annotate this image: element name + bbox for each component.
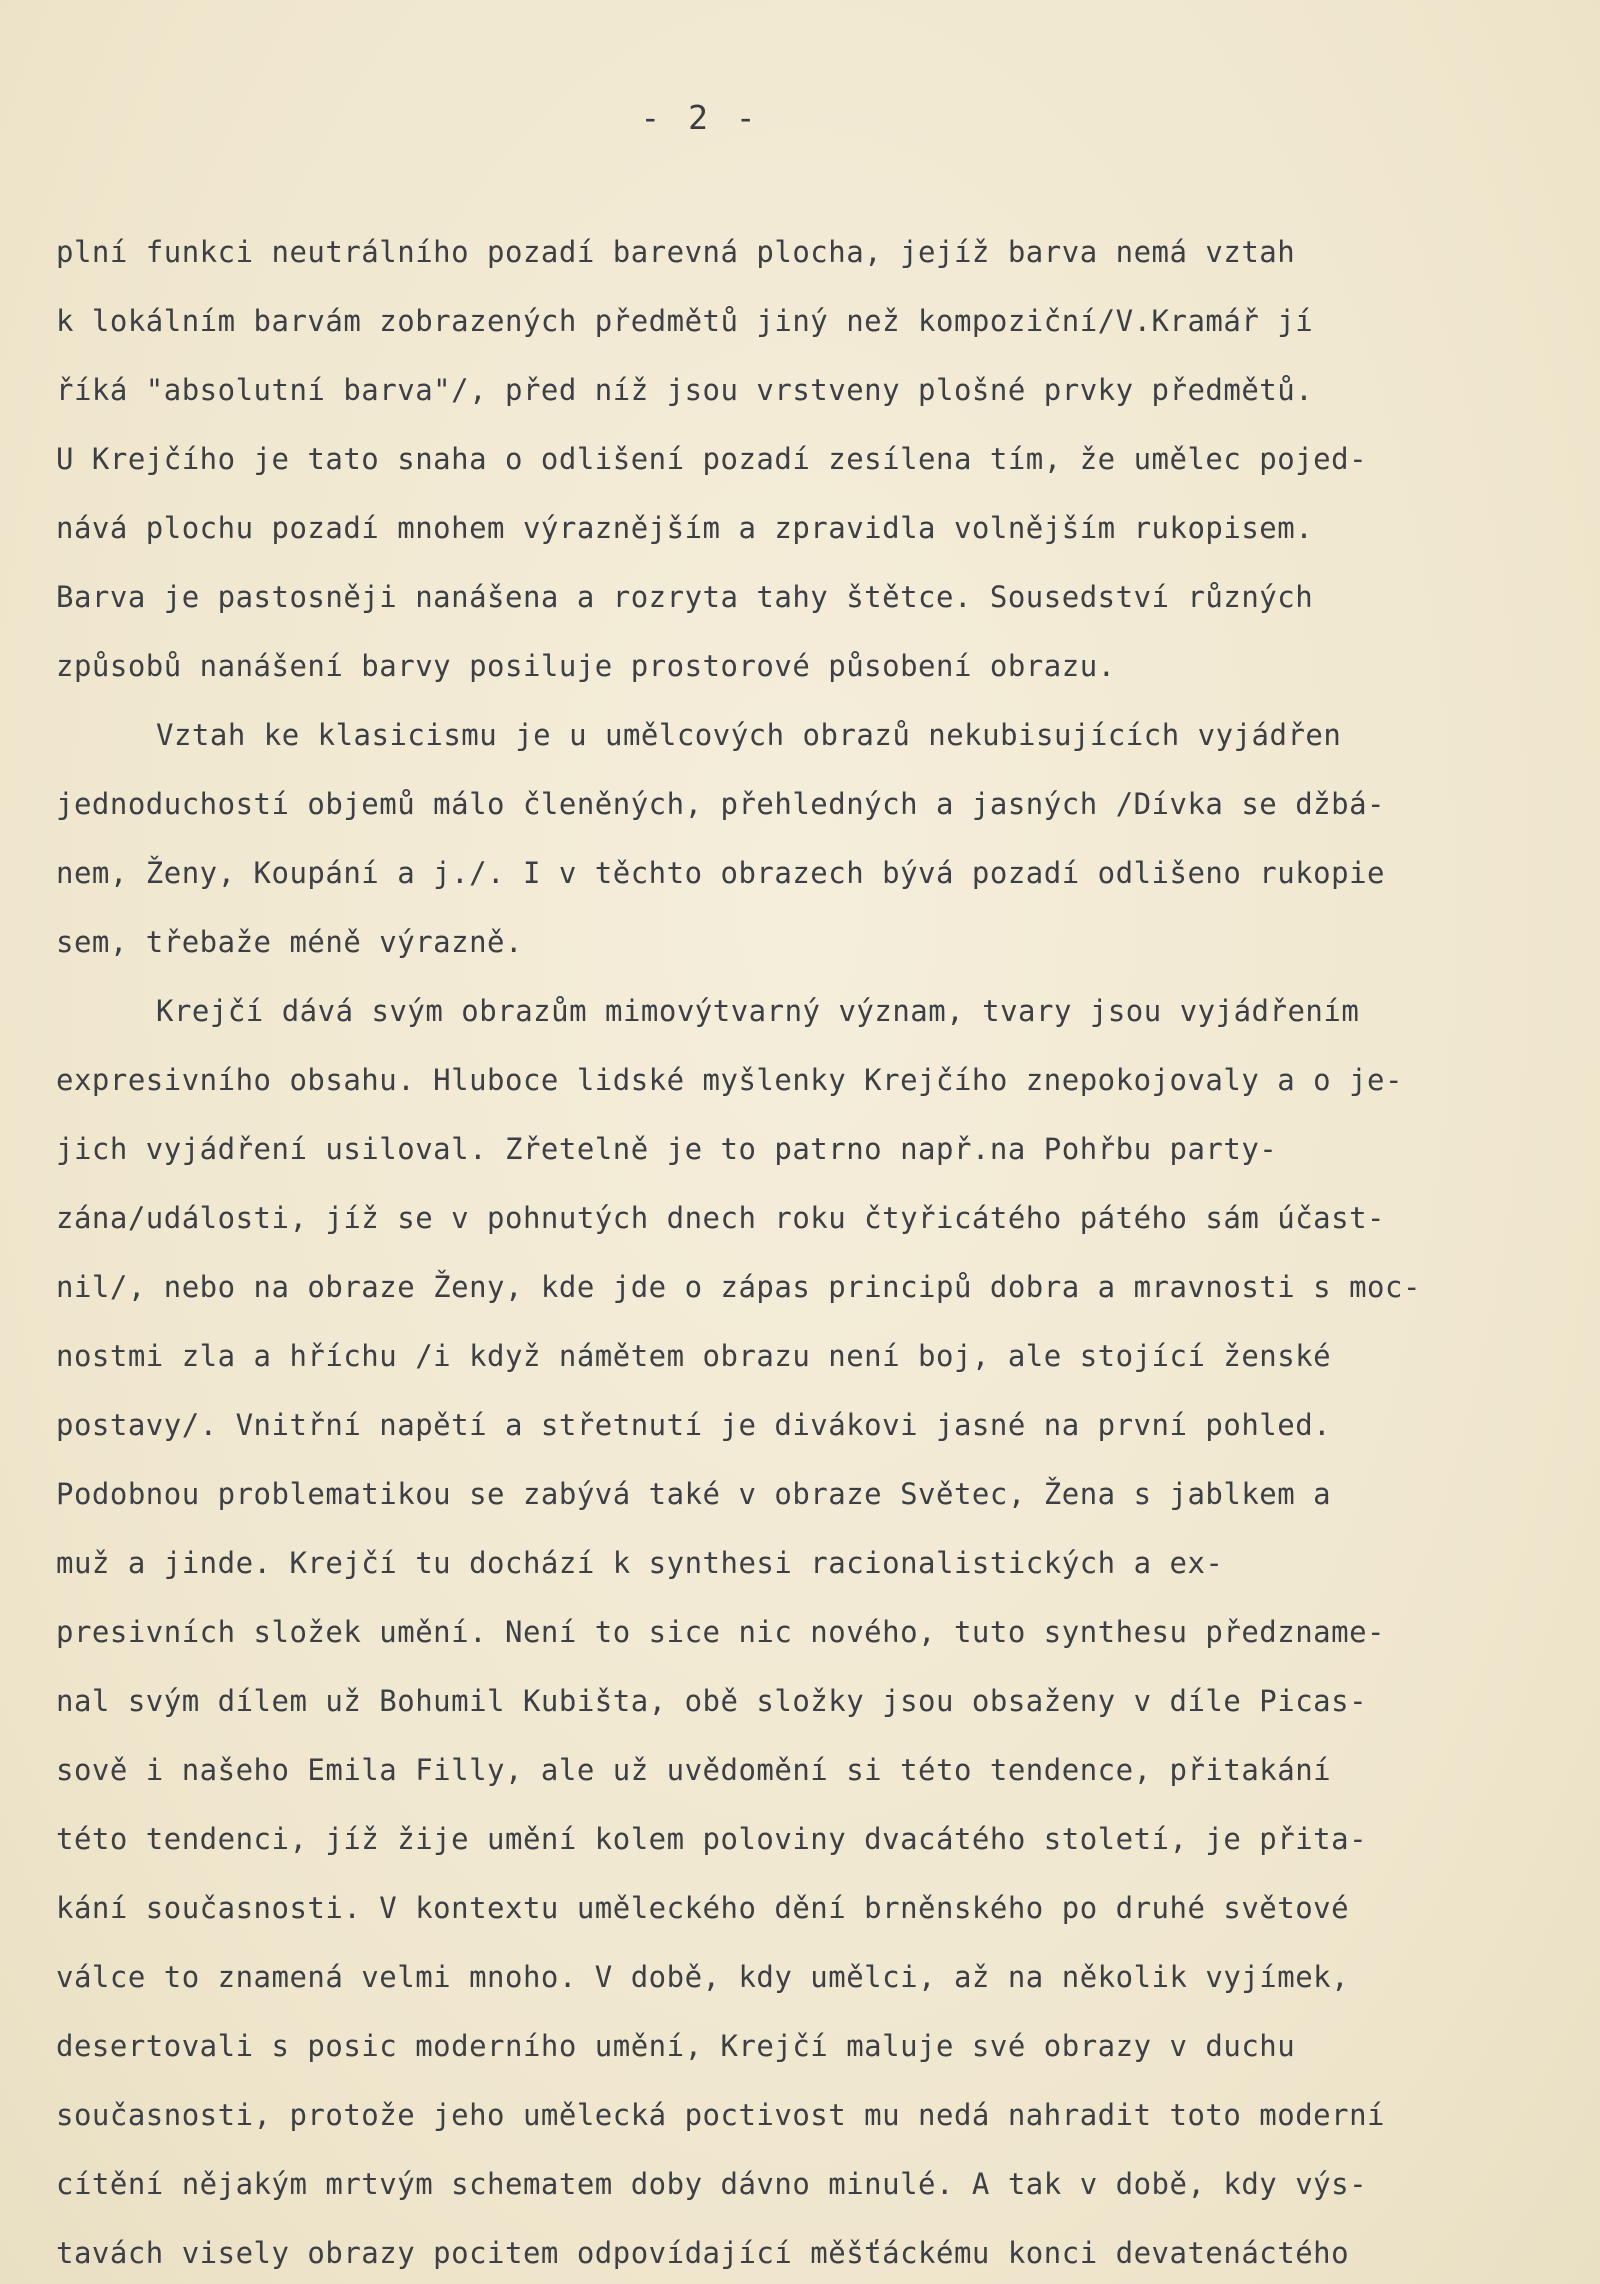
text-line: sově i našeho Emila Filly, ale už uvědomění si této tendence, přitakání <box>56 1753 1332 1787</box>
text-line: říká "absolutní barva"/, před níž jsou vrstveny plošné prvky předmětů. <box>56 373 1314 407</box>
text-line: cítění nějakým mrtvým schematem doby dávno minulé. A tak v době, kdy výs- <box>56 2167 1368 2201</box>
text-line: Vztah ke klasicismu je u umělcových obrazů nekubisujících vyjádřen <box>156 718 1342 752</box>
text-line: válce to znamená velmi mnoho. V době, kdy umělci, až na několik vyjímek, <box>56 1960 1350 1994</box>
text-line: desertovali s posic moderního umění, Krejčí maluje své obrazy v duchu <box>56 2029 1296 2063</box>
text-line: nem, Ženy, Koupání a j./. I v těchto obrazech bývá pozadí odlišeno rukopie <box>56 856 1386 890</box>
text-line: způsobů nanášení barvy posiluje prostorové působení obrazu. <box>56 649 1116 683</box>
text-line: muž a jinde. Krejčí tu dochází k synthesi racionalistických a ex- <box>56 1546 1224 1580</box>
text-line: tavách visely obrazy pocitem odpovídající měšťáckému konci devatenáctého <box>56 2236 1350 2270</box>
text-line: současnosti, protože jeho umělecká poctivost mu nedá nahradit toto moderní <box>56 2098 1386 2132</box>
text-line: jednoduchostí objemů málo členěných, přehledných a jasných /Dívka se džbá- <box>56 787 1386 821</box>
text-line: Podobnou problematikou se zabývá také v obraze Světec, Žena s jablkem a <box>56 1477 1332 1511</box>
text-line: plní funkci neutrálního pozadí barevná plocha, jejíž barva nemá vztah <box>56 235 1296 269</box>
body-text <box>56 218 1596 2284</box>
text-line: nává plochu pozadí mnohem výraznějším a zpravidla volnějším rukopisem. <box>56 511 1314 545</box>
page-number: - 2 - <box>640 98 760 137</box>
text-line: nostmi zla a hříchu /i když námětem obrazu není boj, ale stojící ženské <box>56 1339 1332 1373</box>
text-line: postavy/. Vnitřní napětí a střetnutí je divákovi jasné na první pohled. <box>56 1408 1332 1442</box>
text-line: Barva je pastosněji nanášena a rozryta tahy štětce. Sousedství různých <box>56 580 1314 614</box>
text-line: presivních složek umění. Není to sice nic nového, tuto synthesu předzname- <box>56 1615 1386 1649</box>
text-line: k lokálním barvám zobrazených předmětů jiný než kompoziční/V.Kramář jí <box>56 304 1314 338</box>
text-line: U Krejčího je tato snaha o odlišení pozadí zesílena tím, že umělec pojed- <box>56 442 1368 476</box>
text-line: jich vyjádření usiloval. Zřetelně je to patrno např.na Pohřbu party- <box>56 1132 1278 1166</box>
text-line: nil/, nebo na obraze Ženy, kde jde o zápas principů dobra a mravnosti s moc- <box>56 1270 1421 1304</box>
text-line: této tendenci, jíž žije umění kolem poloviny dvacátého století, je přita- <box>56 1822 1368 1856</box>
text-line: Krejčí dává svým obrazům mimovýtvarný význam, tvary jsou vyjádřením <box>156 994 1360 1028</box>
text-line: sem, třebaže méně výrazně. <box>56 925 523 959</box>
text-line: kání současnosti. V kontextu uměleckého dění brněnského po druhé světové <box>56 1891 1350 1925</box>
text-line: zána/události, jíž se v pohnutých dnech roku čtyřicátého pátého sám účast- <box>56 1201 1386 1235</box>
text-line: expresivního obsahu. Hluboce lidské myšlenky Krejčího znepokojovaly a o je- <box>56 1063 1403 1097</box>
text-line: nal svým dílem už Bohumil Kubišta, obě složky jsou obsaženy v díle Picas- <box>56 1684 1368 1718</box>
